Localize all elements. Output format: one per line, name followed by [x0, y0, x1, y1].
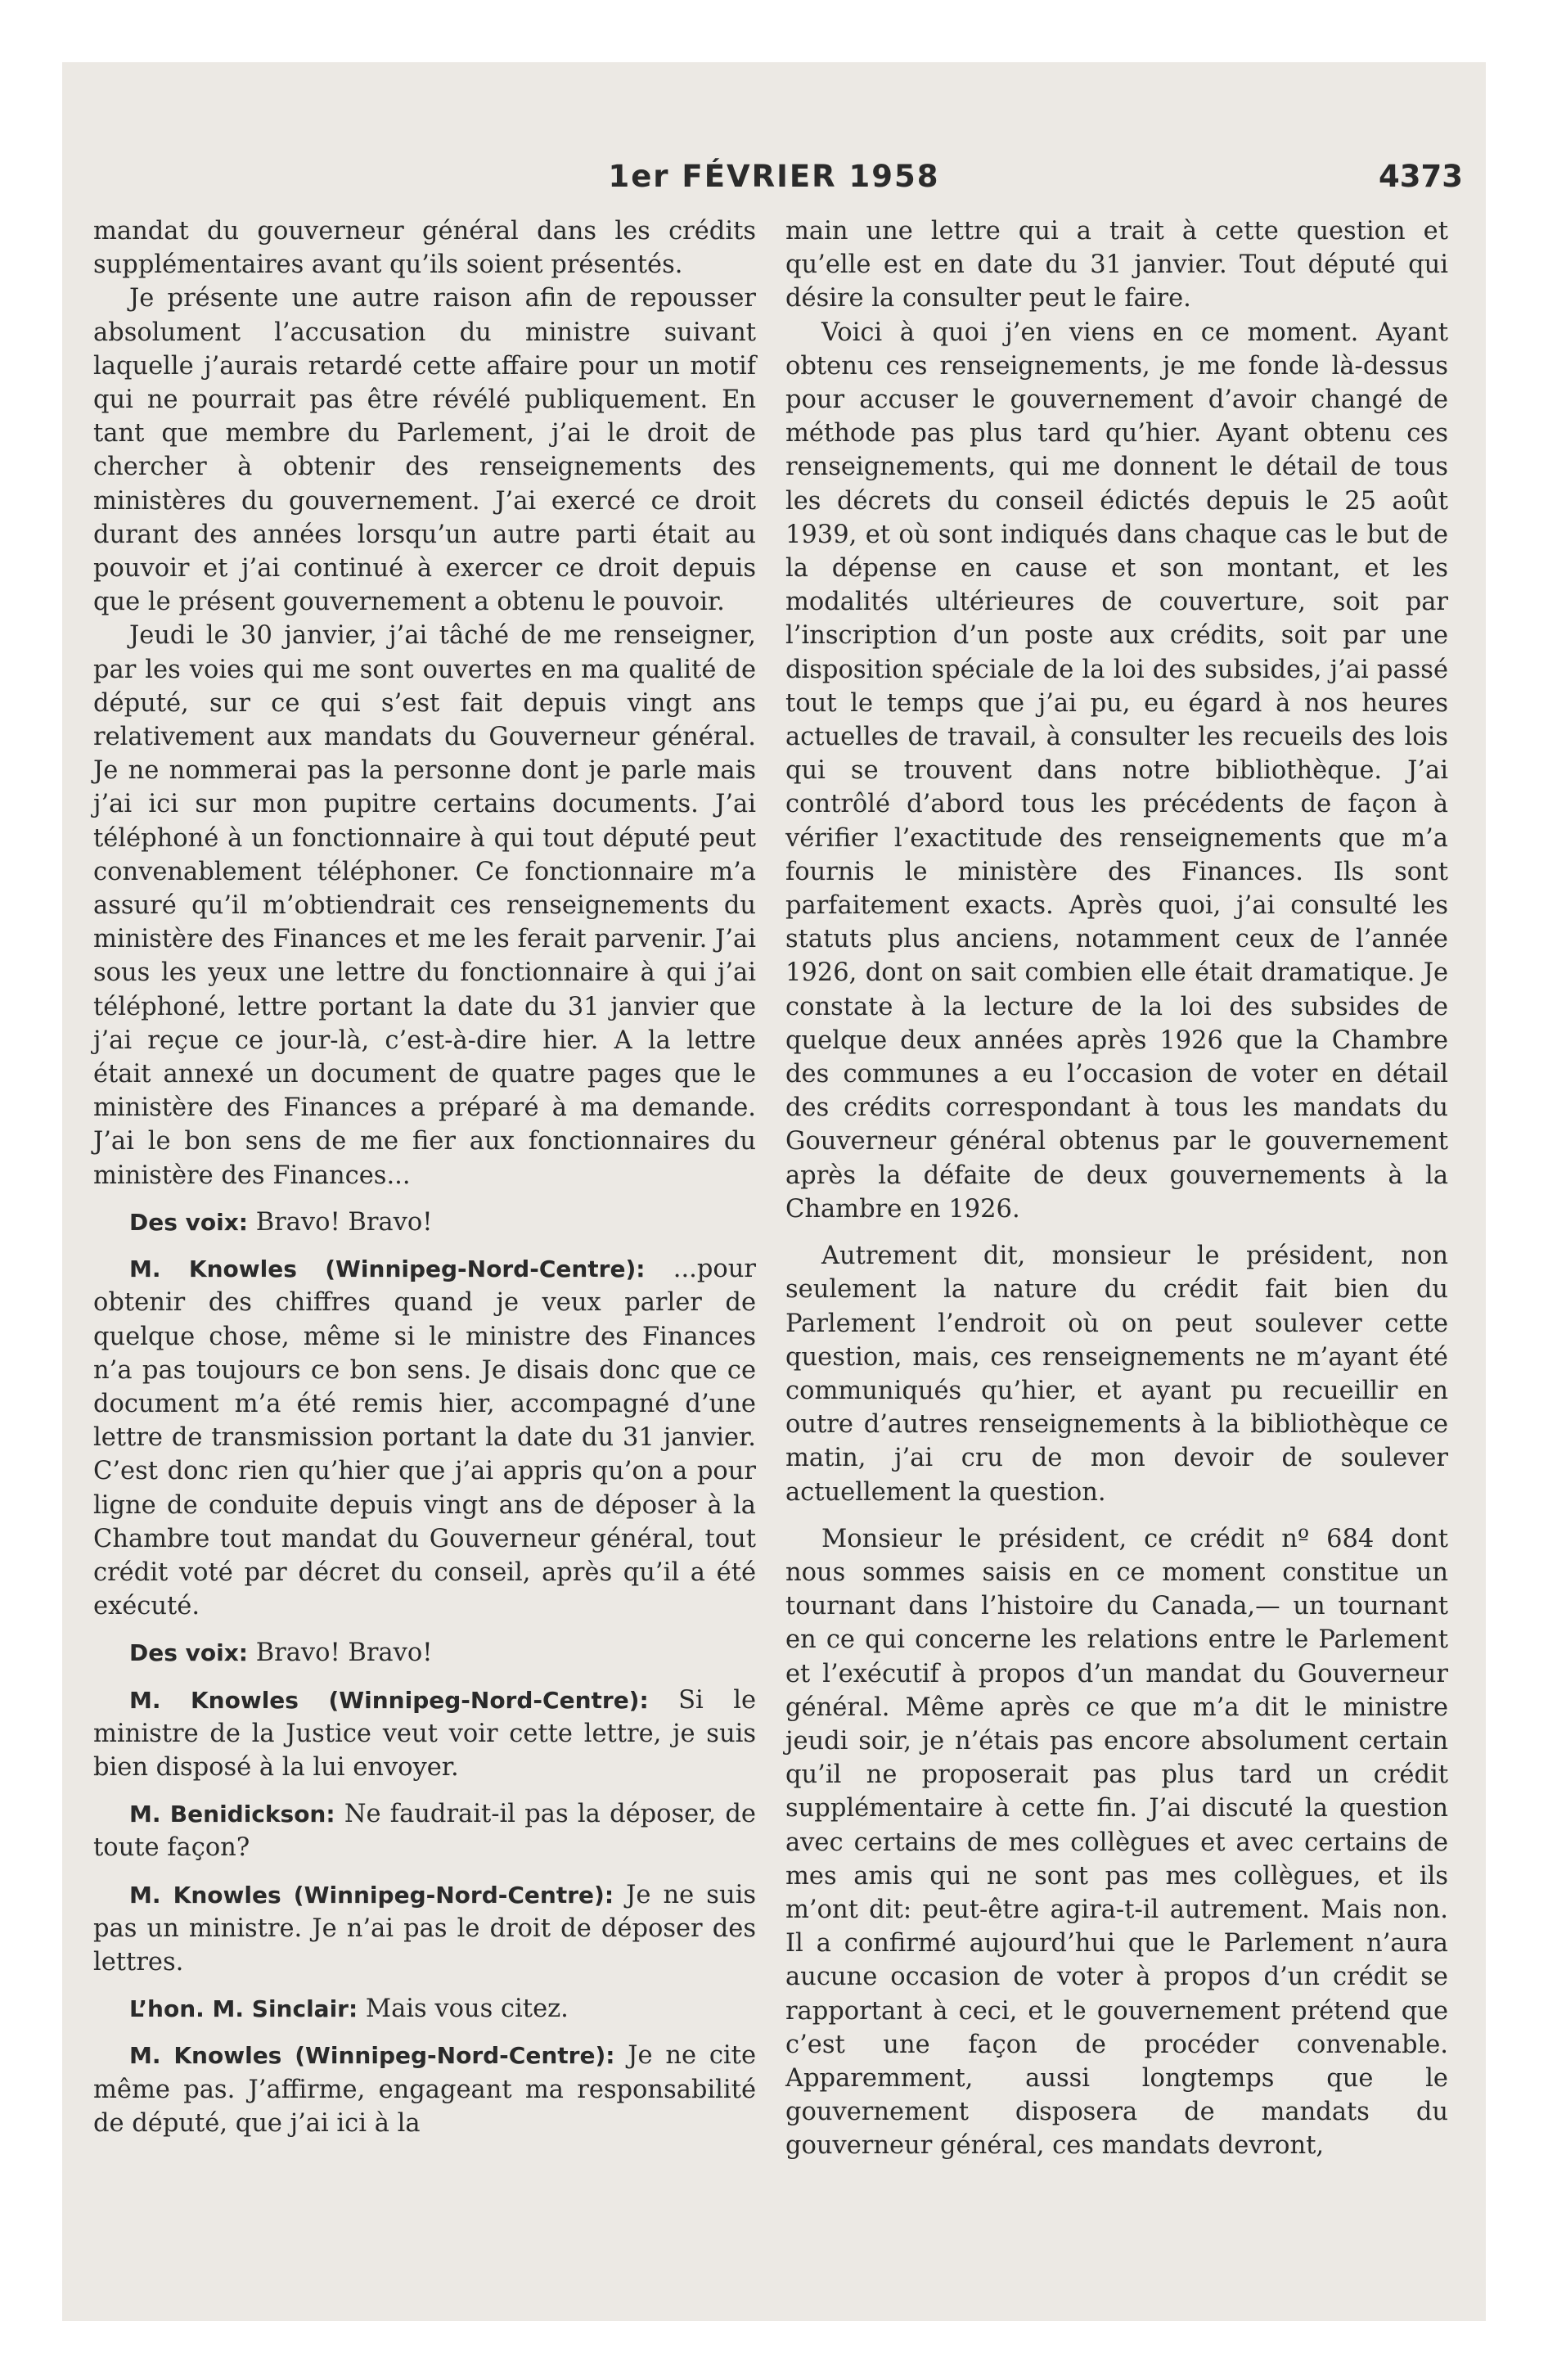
speaker-name: M. Knowles (Winnipeg-Nord-Centre): — [129, 1255, 646, 1283]
speaker-name: M. Benidickson: — [129, 1801, 335, 1828]
speaker-name: M. Knowles (Winnipeg-Nord-Centre): — [129, 1881, 614, 1909]
speech-paragraph — [93, 1992, 756, 2026]
page-header — [62, 159, 1486, 205]
page-number: 4373 — [1379, 159, 1463, 194]
paragraph: Voici à quoi j’en viens en ce moment. Ayant obtenu ces renseignements, je me fonde là-dessus pour accuser le gouvernement d’avoir changé de méthode pas plus tard qu’hier. Ayant obtenu ces renseignements, qui me donnent le détail de tous les décrets du conseil édictés depuis le 25 août 1939, et où sont indiqués dans chaque cas le but de la dépense en cause et son montant, et les modalités ultérieures de couverture, soit par l’inscription d’un poste aux crédits, soit par une disposition spéciale de la loi des subsides, j’ai passé tout le temps que j’ai pu, eu égard à nos heures actuelles de travail, à consulter les recueils des lois qui se trouvent dans notre bibliothèque. J’ai contrôlé d’abord tous les précédents de façon à vérifier l’exactitude des renseignements que m’a fournis le ministère des Finances. Ils sont parfaitement exacts. Après quoi, j’ai consulté les statuts plus anciens, notamment ceux de l’année 1926, dont on sait combien elle était dramatique. Je constate à la lecture de la loi des subsides de quelque deux années après 1926 que la Chambre des communes a eu l’occasion de voter en détail des crédits correspondant à tous les mandats du Gouverneur général obtenus par le gouvernement après la défaite de deux gouvernements à la Chambre en 1926. — [785, 318, 1448, 1224]
left-column — [93, 214, 756, 2140]
paragraph: mandat du gouverneur général dans les crédits supplémentaires avant qu’ils soient présentés. — [93, 217, 756, 280]
speech-paragraph — [93, 1684, 756, 1785]
paragraph: Je présente une autre raison afin de repousser absolument l’accusation du ministre suivant laquelle j’aurais retardé cette affaire pour un motif qui ne pourrait pas être révélé publiquement. En tant que membre du Parlement, j’ai le droit de chercher à obtenir des renseignements des ministères du gouvernement. J’ai exercé ce droit durant des années lorsqu’un autre parti était au pouvoir et j’ai continué à exercer ce droit depuis que le présent gouvernement a obtenu le pouvoir. — [93, 284, 756, 617]
speaker-name: L’hon. M. Sinclair: — [129, 1995, 358, 2023]
speech-paragraph — [93, 2039, 756, 2140]
speech-paragraph — [93, 1206, 756, 1239]
speech-text: Bravo! Bravo! — [255, 1207, 433, 1237]
speech-paragraph — [93, 1636, 756, 1670]
speech-text: Si le ministre de la Justice veut voir cette lettre, je suis bien disposé à la lui envoyer. — [93, 1685, 757, 1782]
speech-text: Bravo! Bravo! — [255, 1639, 433, 1668]
speaker-name: M. Knowles (Winnipeg-Nord-Centre): — [129, 2042, 615, 2070]
document-page — [62, 62, 1486, 2321]
speech-text: ...pour obtenir des chiffres quand je veux parler de quelque chose, même si le ministre des Finances n’a pas toujours ce bon sens. Je disais donc que ce document m’a été remis hier, accompagné d’une lettre de transmission portant la date du 31 janvier. C’est donc rien qu’hier que j’ai appris qu’on a pour ligne de conduite depuis vingt ans de déposer à la Chambre tout mandat du Gouverneur général, tout crédit voté par décret du conseil, après qu’il a été exécuté. — [93, 1255, 756, 1621]
speaker-name: M. Knowles (Winnipeg-Nord-Centre): — [129, 1686, 649, 1714]
paragraph: Autrement dit, monsieur le président, non seulement la nature du crédit fait bien du Parlement l’endroit où on peut soulever cette question, mais, ces renseignements ne m’ayant été communiqués qu’hier, et ayant pu recueillir en outre d’autres renseignements à la bibliothèque ce matin, j’ai cru de mon devoir de soulever actuellement la question. — [785, 1242, 1448, 1507]
speech-text: Mais vous citez. — [365, 1995, 569, 2024]
speech-text: Je ne cite même pas. J’affirme, engageant ma responsabilité de député, que j’ai ici à la — [93, 2041, 756, 2138]
speaker-name: Des voix: — [129, 1208, 248, 1236]
speaker-name: Des voix: — [129, 1639, 248, 1667]
paragraph: Jeudi le 30 janvier, j’ai tâché de me renseigner, par les voies qui me sont ouvertes en ma qualité de député, sur ce qui s’est fait depuis vingt ans relativement aux mandats du Gouverneur général. Je ne nommerai pas la personne dont je parle mais j’ai ici sur mon pupitre certains documents. J’ai téléphoné à un fonctionnaire à qui tout député peut convenablement téléphoner. Ce fonctionnaire m’a assuré qu’il m’obtiendrait ces renseignements du ministère des Finances et me les ferait parvenir. J’ai sous les yeux une lettre du fonctionnaire à qui j’ai téléphoné, lettre portant la date du 31 janvier que j’ai reçue ce jour-là, c’est-à-dire hier. A la lettre était annexé un document de quatre pages que le ministère des Finances a préparé à ma demande. J’ai le bon sens de me fier aux fonctionnaires du ministère des Finances... — [93, 621, 756, 1190]
speech-paragraph — [93, 1878, 756, 1980]
speech-text: Je ne suis pas un ministre. Je n’ai pas le droit de déposer des lettres. — [93, 1880, 757, 1977]
right-column — [785, 214, 1448, 2163]
paragraph: Monsieur le président, ce crédit nº 684 dont nous sommes saisis en ce moment constitue un tournant dans l’histoire du Canada,— un tournant en ce qui concerne les relations entre le Parlement et l’exécutif à propos d’un mandat du Gouverneur général. Même après ce que m’a dit le ministre jeudi soir, je n’étais pas encore absolument certain qu’il ne proposerait pas plus tard un crédit supplémentaire à cette fin. J’ai discuté la question avec certains de mes collègues et avec certains de mes amis qui ne sont pas mes collègues, et ils m’ont dit: peut-être agira-t-il autrement. Mais non. Il a confirmé aujourd’hui que le Parlement n’aura aucune occasion de voter à propos d’un crédit se rapportant à ceci, et le gouvernement prétend que c’est une façon de procéder convenable. Apparemment, aussi longtemps que le gouvernement disposera de mandats du gouverneur général, ces mandats devront, — [785, 1524, 1448, 2161]
paragraph: main une lettre qui a trait à cette question et qu’elle est en date du 31 janvier. Tout député qui désire la consulter peut le faire. — [785, 217, 1448, 313]
page-date: 1er FÉVRIER 1958 — [608, 159, 940, 194]
speech-text: Ne faudrait-il pas la déposer, de toute façon? — [93, 1800, 756, 1863]
speech-paragraph — [93, 1252, 756, 1623]
speech-paragraph — [93, 1797, 756, 1864]
